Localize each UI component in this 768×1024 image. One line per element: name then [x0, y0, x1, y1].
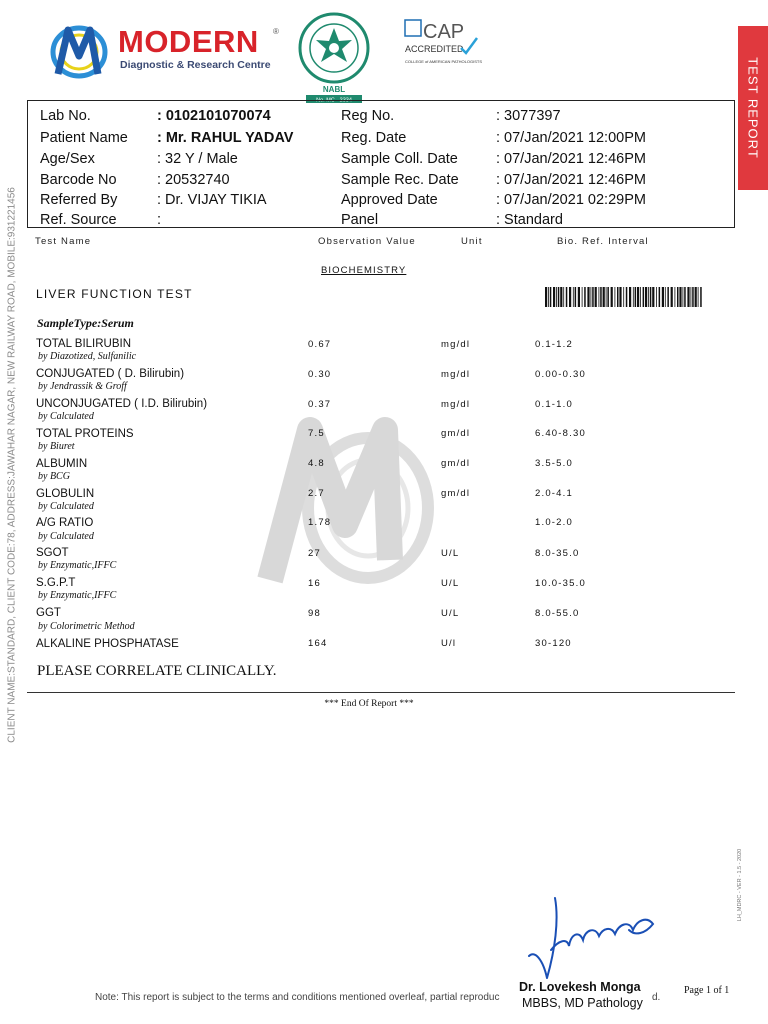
sample-type: SampleType:Serum — [37, 316, 134, 330]
col-header-test-name: Test Name — [35, 236, 92, 247]
test-total-bilirubin-ref: 0.1-1.2 — [535, 339, 573, 350]
test-ggt-unit: U/L — [441, 608, 460, 619]
age-sex-label: Age/Sex — [40, 151, 95, 167]
footer-note-tail: d. — [652, 992, 661, 1003]
col-header-unit: Unit — [461, 236, 483, 247]
sample-rec-date-value: : 07/Jan/2021 12:46PM — [496, 172, 646, 188]
test-sgpt-method: by Enzymatic,IFFC — [38, 590, 117, 601]
test-albumin-method: by BCG — [38, 471, 70, 482]
test-alkaline-phosphatase-unit: U/l — [441, 638, 457, 649]
test-total-bilirubin-value: 0.67 — [308, 339, 332, 350]
barcode-no-label: Barcode No — [40, 172, 117, 188]
ref-source-label: Ref. Source — [40, 212, 117, 228]
referred-by-value: : Dr. VIJAY TIKIA — [157, 192, 267, 208]
doctor-name: Dr. Lovekesh Monga — [519, 980, 641, 994]
test-total-bilirubin-unit: mg/dl — [441, 339, 471, 350]
doctor-degree: MBBS, MD Pathology — [522, 996, 643, 1010]
test-unconjugated-method: by Calculated — [38, 411, 94, 422]
client-info-text: CLIENT NAME:STANDARD, CLIENT CODE:78, ADDRESS:JAWAHAR NAGAR, NEW RAILWAY ROAD, MOBILE:931221456 — [6, 187, 18, 743]
reg-date-label: Reg. Date — [341, 130, 407, 146]
letterhead-version-vertical — [734, 840, 746, 930]
end-divider — [27, 692, 735, 693]
test-sgpt-ref: 10.0-35.0 — [535, 578, 586, 589]
test-unconjugated-name: UNCONJUGATED ( I.D. Bilirubin) — [36, 398, 208, 410]
test-total-bilirubin-name: TOTAL BILIRUBIN — [36, 338, 132, 350]
patient-name-value: : Mr. RAHUL YADAV — [157, 130, 294, 146]
brand-registered-mark: ® — [273, 27, 279, 36]
barcode-no-value: : 20532740 — [157, 172, 230, 188]
panel-label: Panel — [341, 212, 379, 228]
nabl-label: NABL — [322, 85, 346, 94]
test-conjugated-value: 0.30 — [308, 369, 332, 380]
nabl-certificate: No. MC - 2334 — [316, 97, 352, 104]
ref-source-value: : — [157, 212, 162, 228]
footer-note: Note: This report is subject to the terms and conditions mentioned overleaf, partial reproduc — [95, 992, 500, 1003]
reg-no-value: : 3077397 — [496, 108, 561, 124]
test-globulin-ref: 2.0-4.1 — [535, 488, 573, 499]
test-report-tab-label: TEST REPORT — [745, 57, 761, 159]
page-number: Page 1 of 1 — [684, 985, 730, 996]
client-info-vertical — [6, 187, 18, 743]
letterhead-version-text: LH_MDRC - VER - 1.5 - 2020 — [737, 848, 743, 922]
test-unconjugated-unit: mg/dl — [441, 399, 471, 410]
test-total-proteins-value: 7.5 — [308, 428, 325, 439]
panel-heading: LIVER FUNCTION TEST — [36, 287, 193, 301]
test-unconjugated-value: 0.37 — [308, 399, 332, 410]
test-globulin-method: by Calculated — [38, 501, 94, 512]
doctor-signature-icon — [525, 890, 665, 985]
test-total-bilirubin-method: by Diazotized, Sulfanilic — [38, 351, 137, 362]
test-total-proteins-name: TOTAL PROTEINS — [36, 428, 134, 440]
sample-coll-date-label: Sample Coll. Date — [341, 151, 458, 167]
test-albumin-name: ALBUMIN — [36, 458, 88, 470]
test-conjugated-ref: 0.00-0.30 — [535, 369, 586, 380]
test-conjugated-method: by Jendrassik & Groff — [38, 381, 127, 392]
test-sgpt-value: 16 — [308, 578, 321, 589]
col-header-observation: Observation Value — [318, 236, 416, 247]
cap-label: CAP — [423, 21, 465, 43]
lab-no-label: Lab No. — [40, 108, 91, 124]
approved-date-label: Approved Date — [341, 192, 438, 208]
department-heading: BIOCHEMISTRY — [321, 265, 407, 276]
test-sgot-method: by Enzymatic,IFFC — [38, 560, 117, 571]
test-globulin-name: GLOBULIN — [36, 488, 95, 500]
test-sgpt-unit: U/L — [441, 578, 460, 589]
test-alkaline-phosphatase-ref: 30-120 — [535, 638, 572, 649]
sample-rec-date-label: Sample Rec. Date — [341, 172, 459, 188]
approved-date-value: : 07/Jan/2021 02:29PM — [496, 192, 646, 208]
referred-by-label: Referred By — [40, 192, 118, 208]
test-sgpt-name: S.G.P.T — [36, 577, 76, 589]
sample-coll-date-value: : 07/Jan/2021 12:46PM — [496, 151, 646, 167]
modern-watermark-icon — [250, 410, 450, 590]
col-header-ref-interval: Bio. Ref. Interval — [557, 236, 649, 247]
test-ag-ratio-method: by Calculated — [38, 531, 94, 542]
test-ggt-value: 98 — [308, 608, 321, 619]
test-ggt-name: GGT — [36, 607, 61, 619]
modern-logo-icon — [48, 22, 110, 80]
test-sgot-name: SGOT — [36, 547, 69, 559]
reg-date-value: : 07/Jan/2021 12:00PM — [496, 130, 646, 146]
panel-value: : Standard — [496, 212, 563, 228]
reg-no-label: Reg No. — [341, 108, 395, 124]
end-of-report: *** End Of Report *** — [324, 699, 414, 709]
patient-name-label: Patient Name — [40, 130, 128, 146]
test-total-proteins-method: by Biuret — [38, 441, 75, 452]
test-alkaline-phosphatase-name: ALKALINE PHOSPHATASE — [36, 638, 179, 650]
test-unconjugated-ref: 0.1-1.0 — [535, 399, 573, 410]
test-ag-ratio-value: 1.78 — [308, 517, 332, 528]
test-ag-ratio-name: A/G RATIO — [36, 517, 94, 529]
test-total-proteins-unit: gm/dl — [441, 428, 471, 439]
test-sgot-value: 27 — [308, 548, 321, 559]
cap-college-text: COLLEGE of AMERICAN PATHOLOGISTS — [405, 59, 482, 64]
test-albumin-value: 4.8 — [308, 458, 325, 469]
test-conjugated-unit: mg/dl — [441, 369, 471, 380]
test-ag-ratio-ref: 1.0-2.0 — [535, 517, 573, 528]
test-alkaline-phosphatase-value: 164 — [308, 638, 328, 649]
test-sgot-unit: U/L — [441, 548, 460, 559]
test-albumin-unit: gm/dl — [441, 458, 471, 469]
cap-accredited-logo-icon — [403, 16, 483, 76]
test-total-proteins-ref: 6.40-8.30 — [535, 428, 586, 439]
lab-no-value: : 0102101070074 — [157, 108, 271, 124]
test-sgot-ref: 8.0-35.0 — [535, 548, 580, 559]
nabl-seal-icon — [296, 8, 372, 104]
test-globulin-value: 2.7 — [308, 488, 325, 499]
age-sex-value: : 32 Y / Male — [157, 151, 238, 167]
test-globulin-unit: gm/dl — [441, 488, 471, 499]
test-ggt-ref: 8.0-55.0 — [535, 608, 580, 619]
test-albumin-ref: 3.5-5.0 — [535, 458, 573, 469]
brand-name: MODERN — [118, 24, 259, 59]
test-ggt-method: by Colorimetric Method — [38, 621, 135, 632]
cap-accredited-text: ACCREDITED — [405, 44, 464, 54]
correlate-note: PLEASE CORRELATE CLINICALLY. — [37, 663, 277, 679]
brand-subtitle: Diagnostic & Research Centre — [120, 59, 271, 71]
test-conjugated-name: CONJUGATED ( D. Bilirubin) — [36, 368, 185, 380]
barcode-graphic — [545, 287, 705, 307]
test-report-tab — [738, 26, 768, 190]
